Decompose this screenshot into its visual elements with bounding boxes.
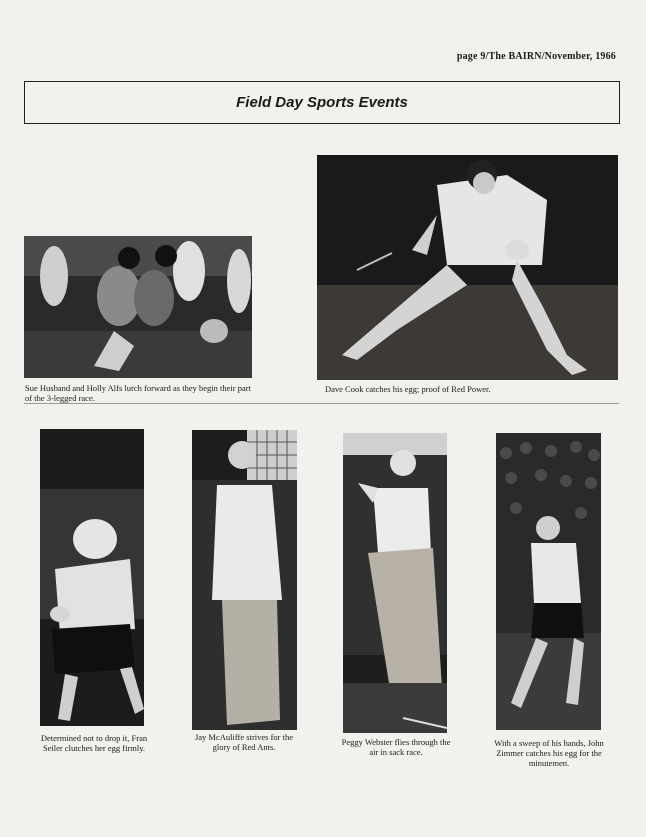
caption-dave-cook: Dave Cook catches his egg; proof of Red Power. — [325, 384, 491, 394]
page-title: Field Day Sports Events — [236, 94, 408, 111]
photo-three-legged-race — [24, 236, 252, 378]
caption-jay-mcauliffe: Jay McAuliffe strives for the glory of Red Ants. — [194, 732, 294, 752]
divider-rule — [24, 403, 619, 404]
photo-dave-cook — [317, 155, 618, 380]
page-header: page 9/The BAIRN/November, 1966 — [456, 51, 616, 62]
caption-fran-seiler: Determined not to drop it, Fran Seiler clutches her egg firmly. — [40, 733, 148, 753]
caption-peggy-webster: Peggy Webster flies through the air in sack race. — [341, 737, 451, 757]
photo-peggy-webster — [343, 433, 447, 733]
caption-john-zimmer: With a sweep of his hands, John Zimmer catches his egg for the minutemen. — [494, 738, 604, 768]
photo-fran-seiler — [40, 429, 144, 726]
photo-john-zimmer — [496, 433, 601, 730]
photo-jay-mcauliffe — [192, 430, 297, 730]
title-box — [24, 81, 620, 124]
caption-three-legged-race: Sue Husband and Holly Alfs lurch forward as they begin their part of the 3-legged race. — [25, 383, 251, 403]
